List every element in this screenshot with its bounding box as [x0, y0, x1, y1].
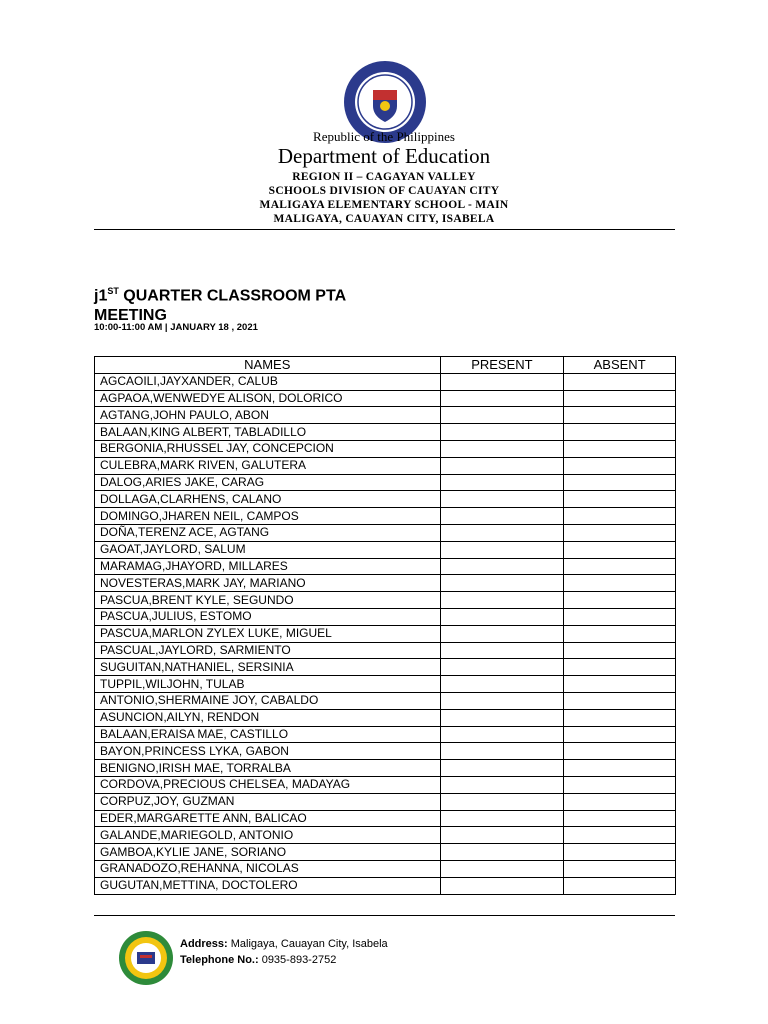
table-row [95, 424, 676, 441]
present-cell [440, 760, 564, 777]
student-name-cell: MARAMAG,JHAYORD, MILLARES [95, 558, 441, 575]
footer-divider [94, 915, 675, 916]
student-name-cell: AGPAOA,WENWEDYE ALISON, DOLORICO [95, 390, 441, 407]
absent-cell [564, 642, 676, 659]
department-title: Department of Education [277, 144, 491, 168]
phone-line [180, 952, 388, 968]
table-row [95, 491, 676, 508]
student-name-cell: SUGUITAN,NATHANIEL, SERSINIA [95, 659, 441, 676]
present-cell [440, 877, 564, 894]
table-row [95, 676, 676, 693]
student-name-cell: PASCUA,JULIUS, ESTOMO [95, 608, 441, 625]
student-name-cell: DOMINGO,JHAREN NEIL, CAMPOS [95, 508, 441, 525]
table-row [95, 760, 676, 777]
absent-cell [564, 877, 676, 894]
table-row [95, 827, 676, 844]
table-row [95, 659, 676, 676]
student-name-cell: AGCAOILI,JAYXANDER, CALUB [95, 373, 441, 390]
table-row [95, 776, 676, 793]
absent-cell [564, 726, 676, 743]
present-cell [440, 676, 564, 693]
present-cell [440, 457, 564, 474]
present-cell [440, 726, 564, 743]
student-name-cell: GUGUTAN,METTINA, DOCTOLERO [95, 877, 441, 894]
present-cell [440, 508, 564, 525]
republic-line: Republic of the Philippines [313, 129, 455, 144]
student-name-cell: ANTONIO,SHERMAINE JOY, CABALDO [95, 692, 441, 709]
title-prefix: j1 [94, 287, 108, 305]
school-logo-icon [118, 930, 174, 986]
present-cell [440, 558, 564, 575]
header-absent: ABSENT [564, 357, 676, 374]
absent-cell [564, 575, 676, 592]
address-value: Maligaya, Cauayan City, Isabela [227, 938, 388, 950]
table-row [95, 608, 676, 625]
present-cell [440, 860, 564, 877]
absent-cell [564, 508, 676, 525]
student-name-cell: GRANADOZO,REHANNA, NICOLAS [95, 860, 441, 877]
title-sup: ST [107, 286, 119, 296]
table-row [95, 558, 676, 575]
location-line: MALIGAYA, CAUAYAN CITY, ISABELA [273, 213, 495, 225]
phone-value: 0935-893-2752 [258, 954, 337, 966]
table-row [95, 474, 676, 491]
student-name-cell: PASCUAL,JAYLORD, SARMIENTO [95, 642, 441, 659]
present-cell [440, 743, 564, 760]
absent-cell [564, 676, 676, 693]
absent-cell [564, 776, 676, 793]
absent-cell [564, 390, 676, 407]
footer-contact [180, 936, 388, 968]
table-row [95, 726, 676, 743]
absent-cell [564, 373, 676, 390]
present-cell [440, 575, 564, 592]
absent-cell [564, 491, 676, 508]
student-name-cell: CORDOVA,PRECIOUS CHELSEA, MADAYAG [95, 776, 441, 793]
absent-cell [564, 608, 676, 625]
absent-cell [564, 541, 676, 558]
absent-cell [564, 844, 676, 861]
student-name-cell: GAOAT,JAYLORD, SALUM [95, 541, 441, 558]
title-line-1: QUARTER CLASSROOM PTA [118, 287, 347, 305]
present-cell [440, 541, 564, 558]
student-name-cell: DOÑA,TERENZ ACE, AGTANG [95, 524, 441, 541]
table-row [95, 373, 676, 390]
present-cell [440, 608, 564, 625]
present-cell [440, 592, 564, 609]
student-name-cell: BALAAN,ERAISA MAE, CASTILLO [95, 726, 441, 743]
present-cell [440, 709, 564, 726]
table-row [95, 709, 676, 726]
student-name-cell: GALANDE,MARIEGOLD, ANTONIO [95, 827, 441, 844]
present-cell [440, 440, 564, 457]
table-row [95, 692, 676, 709]
table-row [95, 524, 676, 541]
present-cell [440, 373, 564, 390]
phone-label: Telephone No.: [180, 954, 259, 966]
address-line [180, 936, 388, 952]
student-name-cell: DOLLAGA,CLARHENS, CALANO [95, 491, 441, 508]
student-name-cell: PASCUA,MARLON ZYLEX LUKE, MIGUEL [95, 625, 441, 642]
absent-cell [564, 743, 676, 760]
student-name-cell: BENIGNO,IRISH MAE, TORRALBA [95, 760, 441, 777]
absent-cell [564, 760, 676, 777]
present-cell [440, 524, 564, 541]
student-name-cell: TUPPIL,WILJOHN, TULAB [95, 676, 441, 693]
table-row [95, 440, 676, 457]
absent-cell [564, 709, 676, 726]
student-name-cell: GAMBOA,KYLIE JANE, SORIANO [95, 844, 441, 861]
student-name-cell: DALOG,ARIES JAKE, CARAG [95, 474, 441, 491]
header-names: NAMES [95, 357, 441, 374]
table-row [95, 642, 676, 659]
table-row [95, 810, 676, 827]
table-row [95, 575, 676, 592]
region-line: REGION II – CAGAYAN VALLEY [292, 171, 476, 183]
absent-cell [564, 827, 676, 844]
student-name-cell: ASUNCION,AILYN, RENDON [95, 709, 441, 726]
present-cell [440, 659, 564, 676]
student-name-cell: AGTANG,JOHN PAULO, ABON [95, 407, 441, 424]
table-row [95, 625, 676, 642]
absent-cell [564, 692, 676, 709]
present-cell [440, 844, 564, 861]
student-name-cell: NOVESTERAS,MARK JAY, MARIANO [95, 575, 441, 592]
table-row [95, 407, 676, 424]
header-divider [94, 229, 675, 230]
absent-cell [564, 424, 676, 441]
student-name-cell: PASCUA,BRENT KYLE, SEGUNDO [95, 592, 441, 609]
absent-cell [564, 793, 676, 810]
table-row [95, 793, 676, 810]
absent-cell [564, 592, 676, 609]
absent-cell [564, 558, 676, 575]
present-cell [440, 474, 564, 491]
table-row [95, 877, 676, 894]
school-line: MALIGAYA ELEMENTARY SCHOOL - MAIN [259, 199, 509, 211]
meeting-datetime: 10:00-11:00 AM | JANUARY 18 , 2021 [94, 322, 258, 333]
absent-cell [564, 457, 676, 474]
student-name-cell: CORPUZ,JOY, GUZMAN [95, 793, 441, 810]
table-header-row [95, 357, 676, 374]
student-name-cell: CULEBRA,MARK RIVEN, GALUTERA [95, 457, 441, 474]
student-name-cell: BERGONIA,RHUSSEL JAY, CONCEPCION [95, 440, 441, 457]
document-title [94, 281, 346, 326]
table-row [95, 457, 676, 474]
division-line: SCHOOLS DIVISION OF CAUAYAN CITY [268, 185, 500, 197]
absent-cell [564, 860, 676, 877]
table-row [95, 844, 676, 861]
absent-cell [564, 625, 676, 642]
present-cell [440, 793, 564, 810]
present-cell [440, 827, 564, 844]
absent-cell [564, 474, 676, 491]
present-cell [440, 625, 564, 642]
absent-cell [564, 659, 676, 676]
title-line-2: MEETING [94, 307, 167, 325]
student-name-cell: BAYON,PRINCESS LYKA, GABON [95, 743, 441, 760]
present-cell [440, 776, 564, 793]
table-row [95, 508, 676, 525]
present-cell [440, 390, 564, 407]
student-name-cell: EDER,MARGARETTE ANN, BALICAO [95, 810, 441, 827]
present-cell [440, 424, 564, 441]
table-row [95, 541, 676, 558]
present-cell [440, 491, 564, 508]
table-row [95, 390, 676, 407]
address-label: Address: [180, 938, 228, 950]
table-row [95, 860, 676, 877]
header-present: PRESENT [440, 357, 564, 374]
present-cell [440, 407, 564, 424]
student-name-cell: BALAAN,KING ALBERT, TABLADILLO [95, 424, 441, 441]
attendance-table [94, 356, 676, 895]
present-cell [440, 810, 564, 827]
absent-cell [564, 407, 676, 424]
absent-cell [564, 440, 676, 457]
present-cell [440, 642, 564, 659]
absent-cell [564, 810, 676, 827]
table-row [95, 592, 676, 609]
table-row [95, 743, 676, 760]
present-cell [440, 692, 564, 709]
absent-cell [564, 524, 676, 541]
